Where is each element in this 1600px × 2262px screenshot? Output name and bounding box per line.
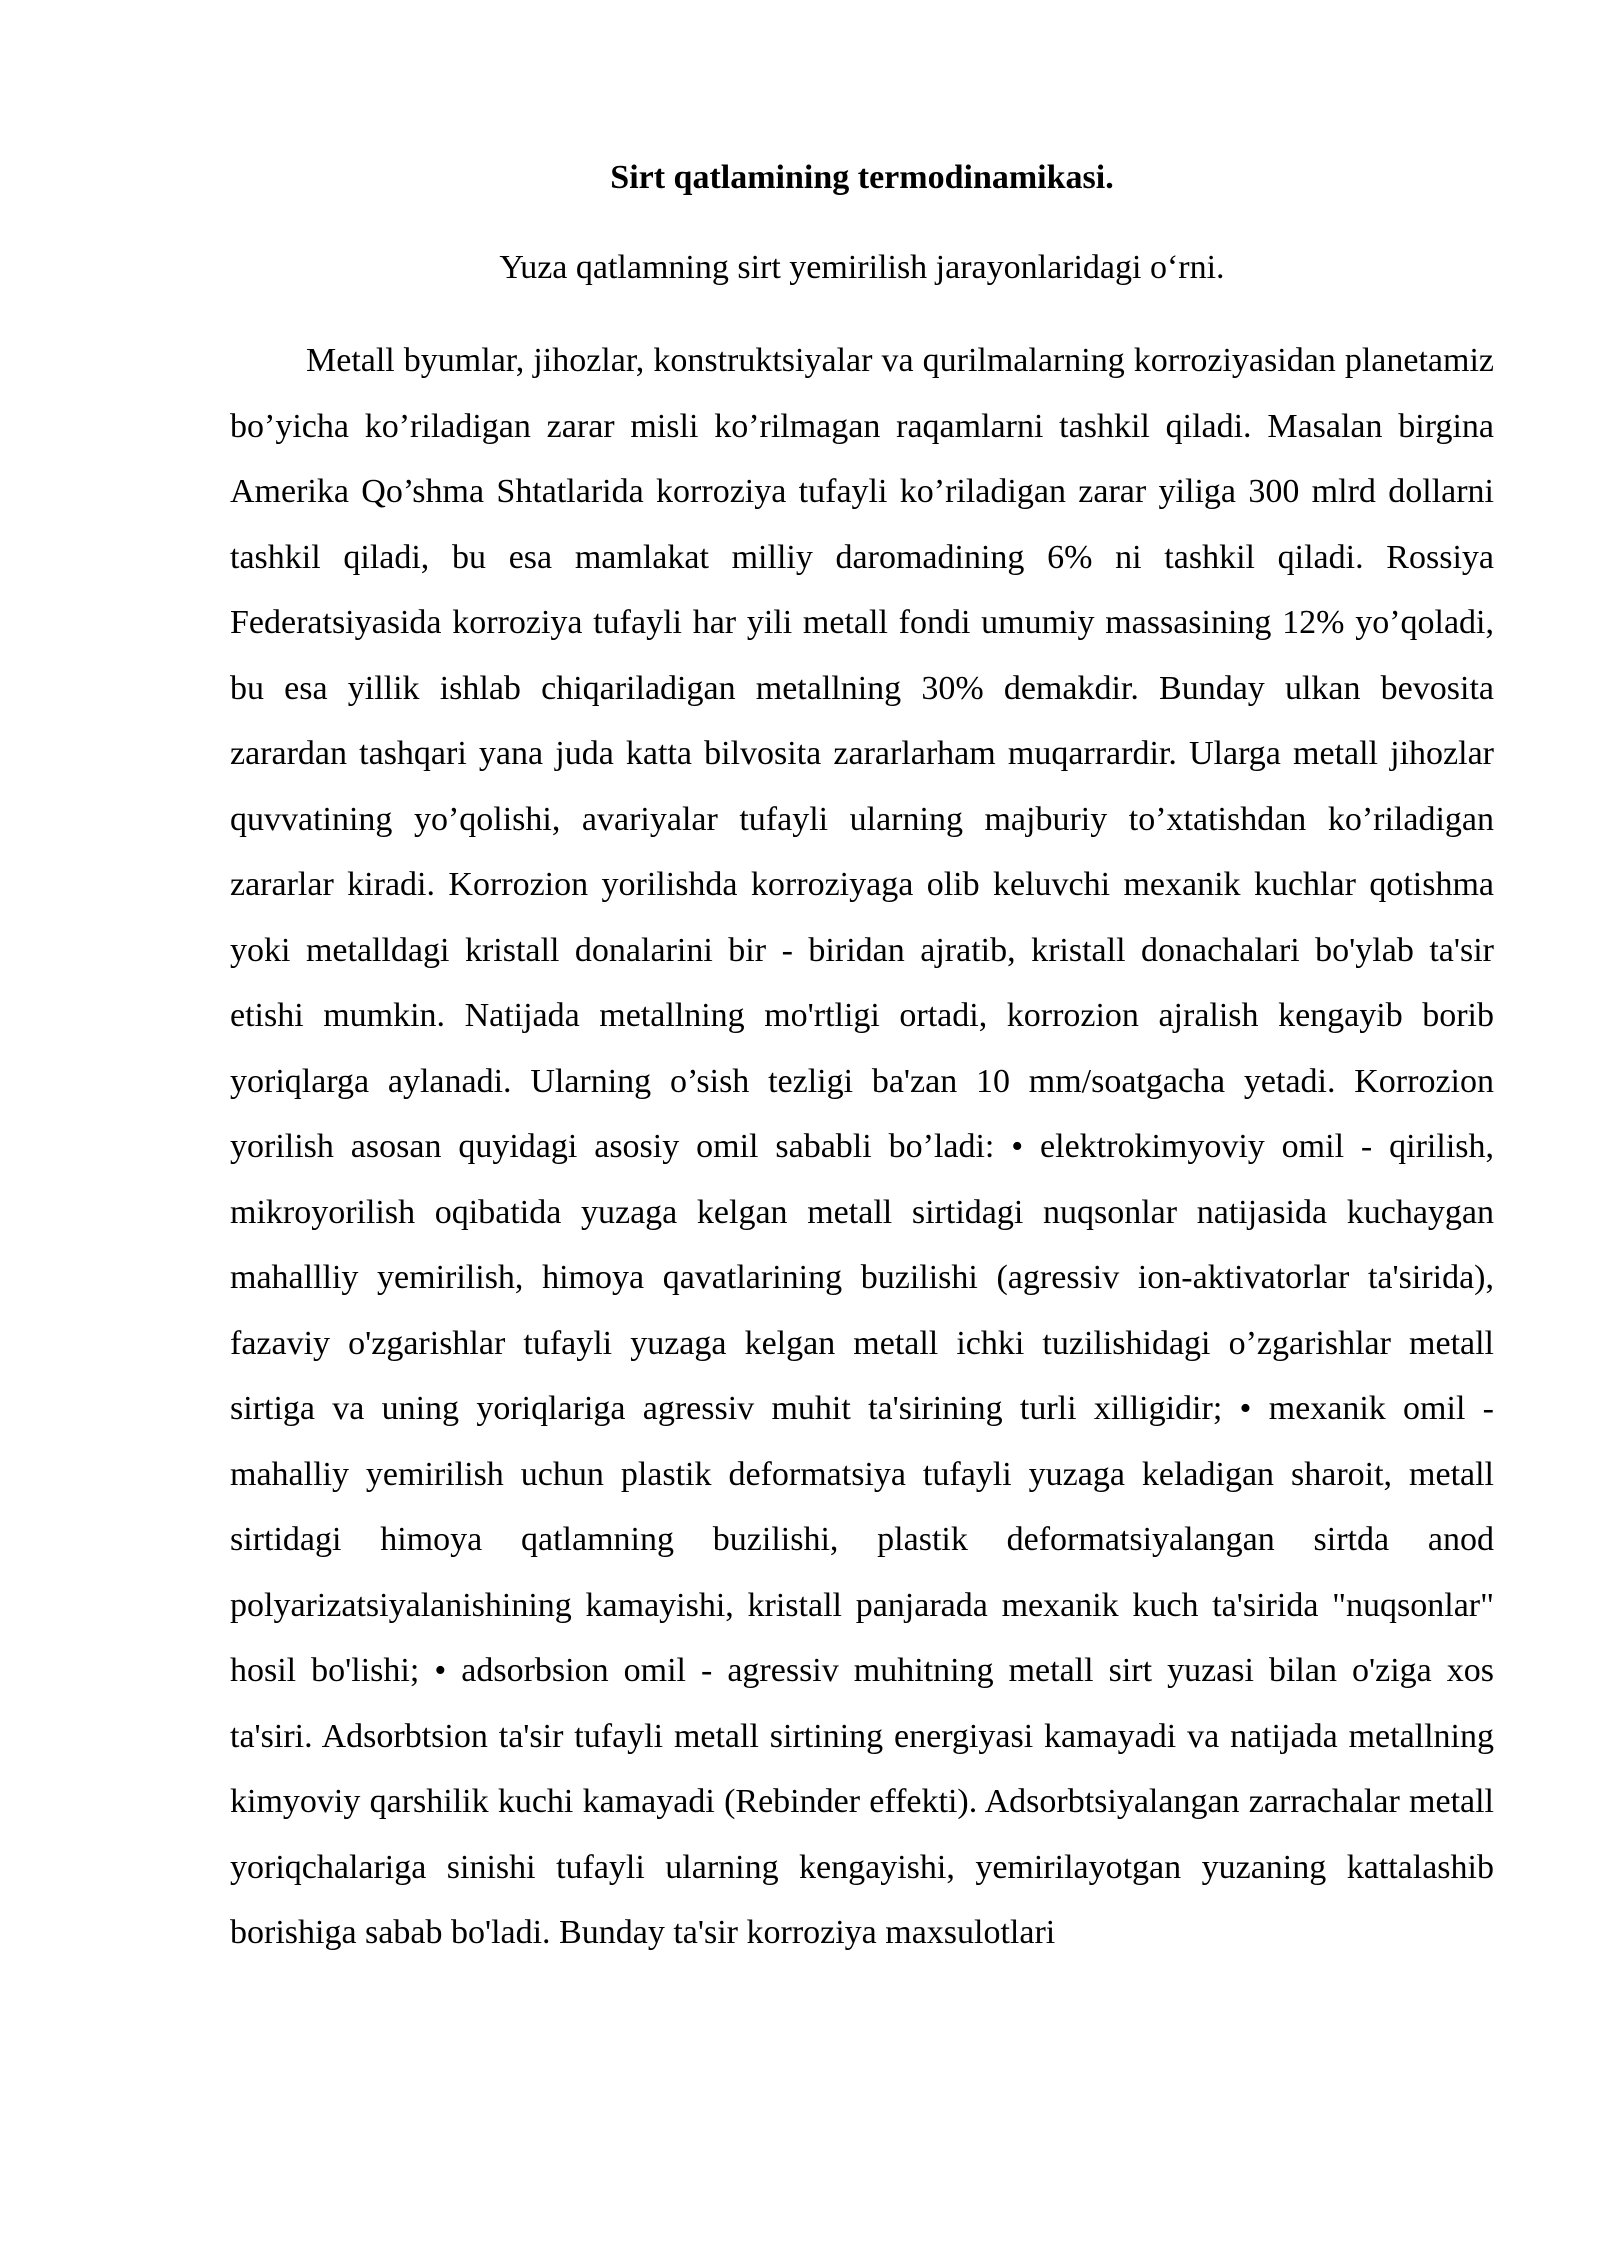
document-title: Sirt qatlamining termodinamikasi.	[610, 159, 1114, 196]
document-subtitle: Yuza qatlamning sirt yemirilish jarayonlaridagi o‘rni.	[499, 249, 1225, 286]
body-paragraph: Metall byumlar, jihozlar, konstruktsiyalar va qurilmalarning korroziyasidan planetamiz bo’yicha ko’riladigan zarar misli ko’rilmagan raqamlarni tashkil qiladi. Masalan birgina Amerika Qo’shma Shtatlarida korroziya tufayli ko’riladigan zarar yiliga 300 mlrd dollarni tashkil qiladi, bu esa mamlakat milliy daromadining 6% ni tashkil qiladi. Rossiya Federatsiyasida korroziya tufayli har yili metall fondi umumiy massasining 12% yo’qoladi, bu esa yillik ishlab chiqariladigan metallning 30% demakdir. Bunday ulkan bevosita zarardan tashqari yana juda katta bilvosita zararlarham muqarrardir. Ularga metall jihozlar quvvatining yo’qolishi, avariyalar tufayli ularning majburiy to’xtatishdan ko’riladigan zararlar kiradi. Korrozion yorilishda korroziyaga olib keluvchi mexanik kuchlar qotishma yoki metalldagi kristall donalarini bir - biridan ajratib, kristall donachalari bo'ylab ta'sir etishi mumkin. Natijada metallning mo'rtligi ortadi, korrozion ajralish kengayib borib yoriqlarga aylanadi. Ularning o’sish tezligi ba'zan 10 mm/soatgacha yetadi. Korrozion yorilish asosan quyidagi asosiy omil sababli bo’ladi: • elektrokimyoviy omil - qirilish, mikroyorilish oqibatida yuzaga kelgan metall sirtidagi nuqsonlar natijasida kuchaygan mahallliy yemirilish, himoya qavatlarining buzilishi (agressiv ion-aktivatorlar ta'sirida), fazaviy o'zgarishlar tufayli yuzaga kelgan metall ichki tuzilishidagi o’zgarishlar metall sirtiga va uning yoriqlariga agressiv muhit ta'sirining turli xilligidir; • mexanik omil - mahalliy yemirilish uchun plastik deformatsiya tufayli yuzaga keladigan sharoit, metall sirtidagi himoya qatlamning buzilishi, plastik deformatsiyalangan sirtda anod polyarizatsiyalanishining kamayishi, kristall panjarada mexanik kuch ta'sirida "nuqsonlar" hosil bo'lishi; • adsorbsion omil - agressiv muhitning metall sirt yuzasi bilan o'ziga xos ta'siri. Adsorbtsion ta'sir tufayli metall sirtining energiyasi kamayadi va natijada metallning kimyoviy qarshilik kuchi kamayadi (Rebinder effekti). Adsorbtsiyalangan zarrachalar metall yoriqchalariga sinishi tufayli ularning kengayishi, yemirilayotgan yuzaning kattalashib borishiga sabab bo'ladi. Bunday ta'sir korroziya maxsulotlari	[230, 342, 1494, 1951]
document-content	[230, 148, 1494, 1966]
